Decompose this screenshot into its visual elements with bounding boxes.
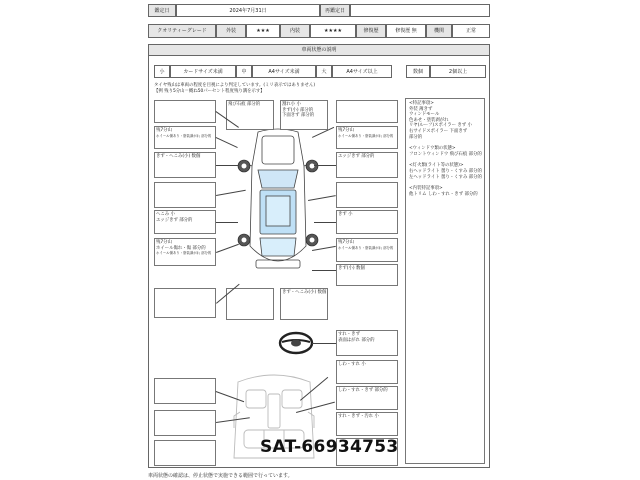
note-box-interior-1 [154,378,216,404]
left-front-tire-note: 残7分山 ホイール傷あり・塗装剥がれ 部分的 [154,126,216,149]
engine-label: 機関 [426,24,452,38]
right-rear-fender-note: きず(小) 数個 [336,264,398,286]
legend-count-desc: 2個以上 [430,65,486,78]
note-box-right-4 [336,182,398,208]
exterior-label: 外装 [216,24,246,38]
reinspection-date-value [350,4,490,17]
footer-note: 車両状態の確認は、停止状態で実施できる範囲で行っています。 [148,473,293,479]
quality-grade-label: クオリティーグレード [148,24,216,38]
right-rear-tire-note: 残7分山 ホイール傷あり・塗装剥がれ 部分的 [336,238,398,262]
car-top-view-diagram [228,126,328,276]
intro-line-2: 【例 残り5分山＝概ね50パーセント程度残り溝を示す】 [154,89,265,94]
note-box-bottom-left [226,288,274,320]
legend-medium: 中 [236,65,252,78]
leader-line [312,343,336,344]
leader-line [216,222,238,223]
exterior-value: ★★★ [246,24,280,38]
stock-number: SAT-66934753 [260,437,399,457]
inspection-date-value: 2024年7月31日 [176,4,320,17]
interior-label: 内装 [280,24,310,38]
front-seat-note: しわ・すれ 小 [336,360,398,384]
legend-count: 数個 [406,65,430,78]
leader-line [312,270,336,271]
engine-value: 正常 [452,24,490,38]
legend-small-desc: カードサイズ未満 [170,65,236,78]
section-title: 車両状態の説明 [148,44,490,56]
appraisal-sheet [148,0,492,480]
leader-line [314,222,336,223]
right-rear-door-note: きず 小 [336,210,398,234]
note-box-interior-3 [154,440,216,466]
inspection-date-label: 鑑定日 [148,4,176,17]
right-front-tire-note: 残7分山 ホイール傷あり・塗装剥がれ 部分的 [336,126,398,149]
note-box-interior-2 [154,410,216,436]
steering-wheel-icon [278,330,314,356]
legend-small: 小 [154,65,170,78]
intro-line-1: タイヤ残山は車両の程度を目視により判定しています。(ミリ表示ではありません) [154,83,316,88]
left-rear-door-note: へこみ 小 エッジきず 部分的 [154,210,216,234]
repair-history-value: 修復歴 無 [386,24,426,38]
reinspection-date-label: 再鑑定日 [320,4,350,17]
front-bumper-note: 飛び石痕 部分的 [226,100,274,130]
rear-seat-note: しわ・すれ・きず 部分的 [336,386,398,410]
leader-line [314,165,336,166]
rear-seat-note-2: すれ・きず・汚れ 小 [336,412,398,436]
note-box-left-7 [154,288,216,318]
legend-large: 大 [316,65,332,78]
note-box-right-1 [336,100,398,123]
special-notes-panel: <特記事項> 外装 薄きず ウィンドモール 色あせ・塗装剥がれ リヤ(ルーフ)スポイラー きず 小 右サイドスポイラー 下面きず 部分的 <ウィンドウ類の状態> フロントウィンドウ 飛び石痕 部分的 <灯火類(ライト等の状態)> 右ヘッドライト 曇り・くすみ 部分的 左ヘッドライト 曇り・くすみ 部分的 <内装特記事項> 他トリム しわ・すれ・きず 部分的 [405,98,485,464]
interior-value: ★★★★ [310,24,356,38]
left-rear-tire-note: 残7分山 ホイール傷れ・傷 部分的 ホイール傷あり・塗装剥がれ 部分的 [154,238,216,266]
legend-medium-desc: A4サイズ未満 [252,65,316,78]
note-box-left-1 [154,100,216,123]
steering-note: すれ・きず 表面はがれ 部分的 [336,330,398,356]
rear-bumper-note: きず・へこみ(小) 数個 [280,288,328,320]
legend-large-desc: A4サイズ以上 [332,65,392,78]
right-front-fender-note: エッジきず 部分的 [336,152,398,178]
left-front-fender-note: きず・へこみ(小) 数個 [154,152,216,178]
hood-note: 割れ小 小 きず(小) 部分的 下面きず 部分的 [280,100,328,130]
repair-history-label: 修復歴 [356,24,386,38]
note-box-left-4 [154,182,216,208]
leader-line [216,165,238,166]
